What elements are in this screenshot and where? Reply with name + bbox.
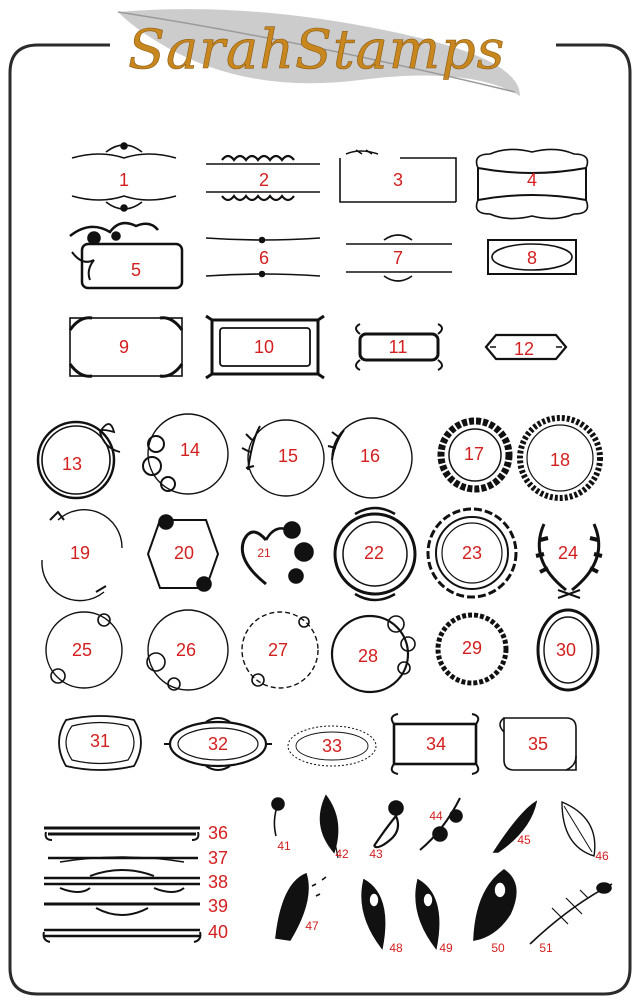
design-number-5: 5 <box>130 260 142 280</box>
design-41-icon <box>272 798 284 836</box>
design-number-39: 39 <box>208 896 229 916</box>
design-number-44: 44 <box>429 809 443 823</box>
design-number-11: 11 <box>388 337 408 357</box>
design-50-icon <box>474 870 516 940</box>
design-number-2: 2 <box>258 170 270 190</box>
design-39-icon <box>44 904 200 915</box>
design-number-20: 20 <box>173 543 195 563</box>
design-number-36: 36 <box>208 823 229 843</box>
design-number-29: 29 <box>461 638 483 658</box>
design-number-3: 3 <box>392 170 404 190</box>
design-51-icon <box>530 883 612 944</box>
design-number-34: 34 <box>425 734 447 754</box>
design-number-13: 13 <box>61 454 83 474</box>
design-number-22: 22 <box>363 543 385 563</box>
design-number-37: 37 <box>208 848 229 868</box>
design-number-51: 51 <box>539 941 553 955</box>
design-number-17: 17 <box>463 444 485 464</box>
design-number-7: 7 <box>392 248 404 268</box>
design-number-6: 6 <box>258 248 270 268</box>
design-43-icon <box>374 801 403 847</box>
design-number-49: 49 <box>439 941 453 955</box>
design-number-1: 1 <box>118 170 130 190</box>
design-number-35: 35 <box>527 734 549 754</box>
design-number-23: 23 <box>461 543 483 563</box>
design-44-icon <box>420 798 462 850</box>
design-number-31: 31 <box>89 731 111 751</box>
design-36-icon <box>44 828 200 840</box>
design-number-50: 50 <box>491 941 505 955</box>
design-number-30: 30 <box>555 640 577 660</box>
design-number-26: 26 <box>175 640 197 660</box>
design-46-icon <box>562 802 595 856</box>
design-38-icon <box>44 870 200 892</box>
design-49-icon <box>416 880 439 948</box>
design-number-32: 32 <box>207 734 229 754</box>
design-40-icon <box>44 930 201 942</box>
design-number-45: 45 <box>517 833 531 847</box>
design-number-46: 46 <box>595 849 609 863</box>
design-number-42: 42 <box>335 847 349 861</box>
design-number-25: 25 <box>71 640 93 660</box>
design-number-16: 16 <box>359 446 381 466</box>
design-37-icon <box>48 857 198 862</box>
design-number-9: 9 <box>118 337 130 357</box>
design-number-8: 8 <box>526 248 538 268</box>
design-5-icon <box>70 223 182 288</box>
design-48-icon <box>362 880 385 948</box>
design-number-18: 18 <box>549 450 571 470</box>
design-number-10: 10 <box>253 337 275 357</box>
design-number-38: 38 <box>208 872 229 892</box>
design-number-40: 40 <box>208 922 229 942</box>
design-number-21: 21 <box>257 546 271 560</box>
brand-logo-script: SarahStamps <box>128 18 506 81</box>
design-number-33: 33 <box>321 736 343 756</box>
design-number-41: 41 <box>277 839 291 853</box>
design-number-4: 4 <box>526 170 538 190</box>
design-number-24: 24 <box>557 543 579 563</box>
design-21-icon <box>242 522 313 584</box>
design-number-19: 19 <box>69 543 91 563</box>
design-number-28: 28 <box>357 646 379 666</box>
design-number-47: 47 <box>305 919 319 933</box>
design-number-15: 15 <box>277 446 299 466</box>
design-number-12: 12 <box>513 339 535 359</box>
design-number-27: 27 <box>267 640 289 660</box>
design-number-48: 48 <box>389 941 403 955</box>
design-number-43: 43 <box>369 847 383 861</box>
design-number-14: 14 <box>179 440 201 460</box>
